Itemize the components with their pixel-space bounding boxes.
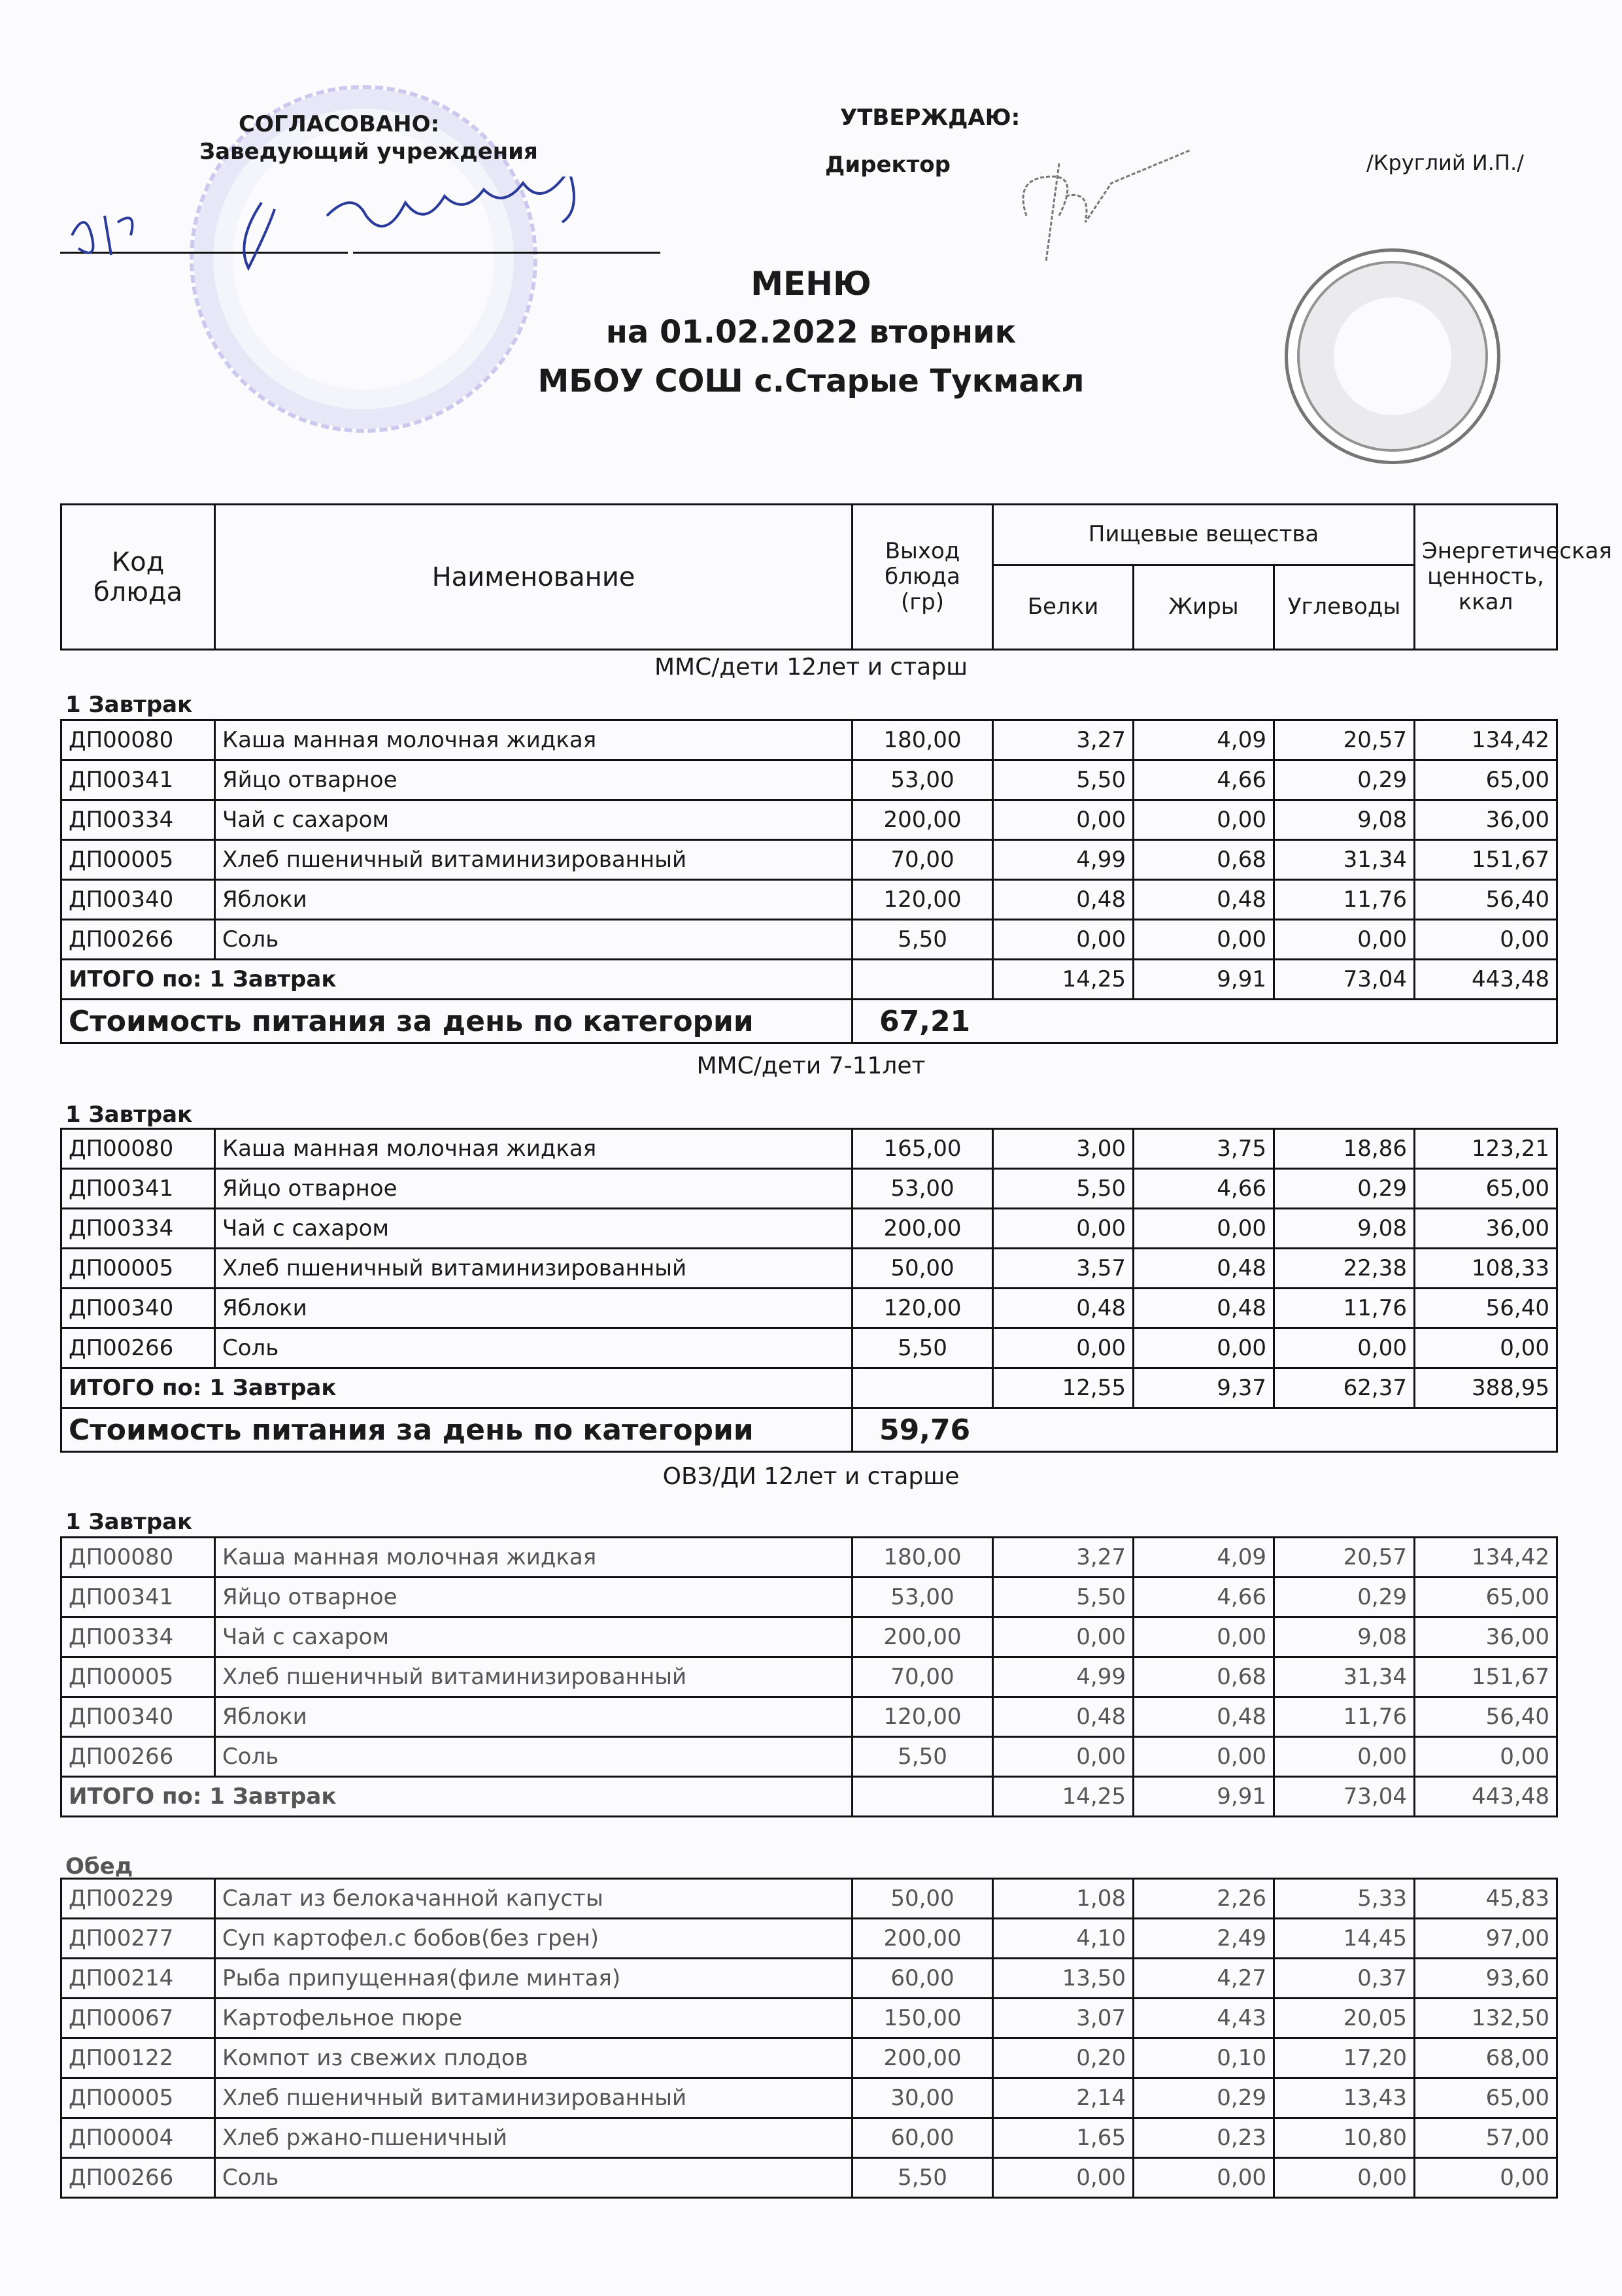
total-row bbox=[61, 1368, 1557, 1408]
table-row bbox=[61, 2158, 1557, 2198]
dish-proteins: 1,65 bbox=[993, 2118, 1134, 2158]
total-row bbox=[61, 960, 1557, 1000]
dish-fats: 0,00 bbox=[1134, 1209, 1274, 1249]
cost-value: 67,21 bbox=[853, 1000, 1557, 1043]
dish-yield: 165,00 bbox=[853, 1129, 993, 1169]
dish-code: ДП00080 bbox=[61, 720, 215, 760]
dish-code: ДП00005 bbox=[61, 2078, 215, 2118]
dish-fats: 2,26 bbox=[1134, 1879, 1274, 1919]
dish-carbs: 11,76 bbox=[1274, 1289, 1415, 1328]
dish-fats: 4,27 bbox=[1134, 1959, 1274, 1999]
dish-proteins: 3,07 bbox=[993, 1999, 1134, 2038]
dish-fats: 0,00 bbox=[1134, 1737, 1274, 1777]
dish-name: Компот из свежих плодов bbox=[215, 2038, 853, 2078]
dish-yield: 60,00 bbox=[853, 1959, 993, 1999]
table-row bbox=[61, 1578, 1557, 1617]
dish-fats: 0,00 bbox=[1134, 920, 1274, 960]
dish-proteins: 1,08 bbox=[993, 1879, 1134, 1919]
table-row bbox=[61, 1919, 1557, 1959]
menu-table-category-1 bbox=[60, 719, 1558, 1044]
dish-fats: 0,23 bbox=[1134, 2118, 1274, 2158]
dish-code: ДП00341 bbox=[61, 760, 215, 800]
table-row bbox=[61, 1737, 1557, 1777]
dish-carbs: 31,34 bbox=[1274, 840, 1415, 880]
dish-fats: 0,48 bbox=[1134, 1697, 1274, 1737]
total-kcal: 388,95 bbox=[1415, 1368, 1557, 1408]
dish-fats: 0,00 bbox=[1134, 1617, 1274, 1657]
dish-kcal: 36,00 bbox=[1415, 800, 1557, 840]
dish-carbs: 18,86 bbox=[1274, 1129, 1415, 1169]
category-title: ММС/дети 7-11лет bbox=[696, 1053, 926, 1079]
dish-carbs: 0,00 bbox=[1274, 1328, 1415, 1368]
header-yield: Выход блюда (гр) bbox=[853, 505, 993, 650]
dish-yield: 150,00 bbox=[853, 1999, 993, 2038]
table-row bbox=[61, 920, 1557, 960]
dish-yield: 200,00 bbox=[853, 1209, 993, 1249]
dish-kcal: 56,40 bbox=[1415, 1289, 1557, 1328]
table-row bbox=[61, 1999, 1557, 2038]
dish-kcal: 97,00 bbox=[1415, 1919, 1557, 1959]
dish-proteins: 3,27 bbox=[993, 720, 1134, 760]
dish-kcal: 0,00 bbox=[1415, 1328, 1557, 1368]
meal-title: 1 Завтрак bbox=[65, 1102, 193, 1128]
table-row bbox=[61, 2118, 1557, 2158]
dish-proteins: 3,27 bbox=[993, 1538, 1134, 1578]
dish-code: ДП00341 bbox=[61, 1169, 215, 1209]
table-row bbox=[61, 1879, 1557, 1919]
cost-label: Стоимость питания за день по категории bbox=[61, 1000, 853, 1043]
dish-yield: 60,00 bbox=[853, 2118, 993, 2158]
dish-kcal: 0,00 bbox=[1415, 2158, 1557, 2198]
dish-fats: 4,43 bbox=[1134, 1999, 1274, 2038]
header-code: Код блюда bbox=[61, 505, 215, 650]
meal-title: 1 Завтрак bbox=[65, 692, 193, 718]
dish-fats: 4,66 bbox=[1134, 1578, 1274, 1617]
dish-name: Каша манная молочная жидкая bbox=[215, 1129, 853, 1169]
dish-carbs: 0,29 bbox=[1274, 1578, 1415, 1617]
dish-fats: 4,09 bbox=[1134, 720, 1274, 760]
director-name: /Круглий И.П./ bbox=[1366, 150, 1524, 175]
dish-carbs: 9,08 bbox=[1274, 1209, 1415, 1249]
dish-carbs: 17,20 bbox=[1274, 2038, 1415, 2078]
dish-name: Соль bbox=[215, 2158, 853, 2198]
dish-name: Яблоки bbox=[215, 1289, 853, 1328]
dish-carbs: 31,34 bbox=[1274, 1657, 1415, 1697]
dish-yield: 50,00 bbox=[853, 1879, 993, 1919]
table-row bbox=[61, 1538, 1557, 1578]
dish-fats: 0,29 bbox=[1134, 2078, 1274, 2118]
dish-kcal: 45,83 bbox=[1415, 1879, 1557, 1919]
total-carbs: 73,04 bbox=[1274, 960, 1415, 1000]
total-kcal: 443,48 bbox=[1415, 1777, 1557, 1817]
total-proteins: 14,25 bbox=[993, 1777, 1134, 1817]
dish-kcal: 56,40 bbox=[1415, 1697, 1557, 1737]
dish-carbs: 11,76 bbox=[1274, 1697, 1415, 1737]
dish-proteins: 0,48 bbox=[993, 1289, 1134, 1328]
dish-code: ДП00340 bbox=[61, 880, 215, 920]
dish-carbs: 11,76 bbox=[1274, 880, 1415, 920]
dish-proteins: 0,00 bbox=[993, 920, 1134, 960]
dish-name: Чай с сахаром bbox=[215, 1209, 853, 1249]
dish-fats: 0,00 bbox=[1134, 1328, 1274, 1368]
table-row bbox=[61, 840, 1557, 880]
dish-name: Хлеб пшеничный витаминизированный bbox=[215, 840, 853, 880]
dish-carbs: 0,00 bbox=[1274, 1737, 1415, 1777]
dish-fats: 3,75 bbox=[1134, 1129, 1274, 1169]
dish-kcal: 36,00 bbox=[1415, 1209, 1557, 1249]
dish-code: ДП00214 bbox=[61, 1959, 215, 1999]
dish-yield: 53,00 bbox=[853, 1169, 993, 1209]
dish-yield: 5,50 bbox=[853, 1737, 993, 1777]
table-row bbox=[61, 800, 1557, 840]
dish-proteins: 0,00 bbox=[993, 800, 1134, 840]
dish-carbs: 0,00 bbox=[1274, 920, 1415, 960]
total-yield bbox=[853, 1368, 993, 1408]
dish-carbs: 20,05 bbox=[1274, 1999, 1415, 2038]
header-carbs: Углеводы bbox=[1274, 566, 1415, 650]
dish-proteins: 4,99 bbox=[993, 840, 1134, 880]
dish-carbs: 10,80 bbox=[1274, 2118, 1415, 2158]
dish-yield: 30,00 bbox=[853, 2078, 993, 2118]
total-fats: 9,37 bbox=[1134, 1368, 1274, 1408]
dish-carbs: 0,37 bbox=[1274, 1959, 1415, 1999]
dish-carbs: 0,29 bbox=[1274, 760, 1415, 800]
dish-name: Яблоки bbox=[215, 1697, 853, 1737]
menu-table-category-2 bbox=[60, 1128, 1558, 1453]
total-row bbox=[61, 1777, 1557, 1817]
table-row bbox=[61, 1169, 1557, 1209]
total-label: ИТОГО по: 1 Завтрак bbox=[61, 1777, 853, 1817]
dish-proteins: 0,00 bbox=[993, 1737, 1134, 1777]
dish-code: ДП00005 bbox=[61, 1657, 215, 1697]
dish-code: ДП00122 bbox=[61, 2038, 215, 2078]
dish-kcal: 68,00 bbox=[1415, 2038, 1557, 2078]
table-row bbox=[61, 1697, 1557, 1737]
dish-fats: 2,49 bbox=[1134, 1919, 1274, 1959]
dish-kcal: 93,60 bbox=[1415, 1959, 1557, 1999]
table-row bbox=[61, 1209, 1557, 1249]
table-row bbox=[61, 1289, 1557, 1328]
dish-carbs: 0,29 bbox=[1274, 1169, 1415, 1209]
table-row bbox=[61, 1617, 1557, 1657]
dish-code: ДП00277 bbox=[61, 1919, 215, 1959]
header-energy: Энергетическая ценность, ккал bbox=[1415, 505, 1557, 650]
table-row bbox=[61, 1657, 1557, 1697]
header-fats: Жиры bbox=[1134, 566, 1274, 650]
dish-name: Соль bbox=[215, 1737, 853, 1777]
dish-yield: 5,50 bbox=[853, 920, 993, 960]
dish-carbs: 14,45 bbox=[1274, 1919, 1415, 1959]
total-yield bbox=[853, 960, 993, 1000]
dish-carbs: 5,33 bbox=[1274, 1879, 1415, 1919]
dish-fats: 0,68 bbox=[1134, 1657, 1274, 1697]
dish-fats: 0,48 bbox=[1134, 1289, 1274, 1328]
dish-yield: 50,00 bbox=[853, 1249, 993, 1289]
dish-yield: 200,00 bbox=[853, 2038, 993, 2078]
dish-kcal: 36,00 bbox=[1415, 1617, 1557, 1657]
dish-code: ДП00266 bbox=[61, 1328, 215, 1368]
dish-carbs: 20,57 bbox=[1274, 1538, 1415, 1578]
dish-kcal: 108,33 bbox=[1415, 1249, 1557, 1289]
dish-name: Яблоки bbox=[215, 880, 853, 920]
dish-code: ДП00266 bbox=[61, 2158, 215, 2198]
total-fats: 9,91 bbox=[1134, 1777, 1274, 1817]
dish-code: ДП00334 bbox=[61, 1617, 215, 1657]
dish-name: Хлеб пшеничный витаминизированный bbox=[215, 1657, 853, 1697]
signature-icon bbox=[65, 177, 719, 275]
total-proteins: 14,25 bbox=[993, 960, 1134, 1000]
dish-yield: 120,00 bbox=[853, 1289, 993, 1328]
dish-fats: 0,68 bbox=[1134, 840, 1274, 880]
menu-title: МЕНЮ bbox=[751, 265, 871, 303]
dish-code: ДП00340 bbox=[61, 1289, 215, 1328]
dish-fats: 4,66 bbox=[1134, 760, 1274, 800]
table-row bbox=[61, 2038, 1557, 2078]
dish-code: ДП00067 bbox=[61, 1999, 215, 2038]
dish-carbs: 0,00 bbox=[1274, 2158, 1415, 2198]
menu-table-category-3-lunch bbox=[60, 1878, 1558, 2199]
dish-fats: 0,48 bbox=[1134, 1249, 1274, 1289]
dish-kcal: 56,40 bbox=[1415, 880, 1557, 920]
dish-name: Каша манная молочная жидкая bbox=[215, 720, 853, 760]
dish-name: Соль bbox=[215, 1328, 853, 1368]
dish-proteins: 0,48 bbox=[993, 1697, 1134, 1737]
dish-fats: 0,00 bbox=[1134, 2158, 1274, 2198]
approve-position: Директор bbox=[825, 152, 951, 178]
dish-name: Суп картофел.с бобов(без грен) bbox=[215, 1919, 853, 1959]
dish-carbs: 9,08 bbox=[1274, 800, 1415, 840]
dish-code: ДП00341 bbox=[61, 1578, 215, 1617]
dish-kcal: 65,00 bbox=[1415, 1578, 1557, 1617]
dish-name: Яйцо отварное bbox=[215, 1578, 853, 1617]
dish-fats: 4,09 bbox=[1134, 1538, 1274, 1578]
dish-fats: 0,48 bbox=[1134, 880, 1274, 920]
dish-yield: 53,00 bbox=[853, 760, 993, 800]
meal-title: Обед bbox=[65, 1853, 133, 1880]
dish-code: ДП00334 bbox=[61, 1209, 215, 1249]
dish-proteins: 0,00 bbox=[993, 1328, 1134, 1368]
meal-title: 1 Завтрак bbox=[65, 1509, 193, 1535]
agreed-label: СОГЛАСОВАНО: bbox=[239, 111, 440, 137]
approve-label: УТВЕРЖДАЮ: bbox=[840, 105, 1021, 131]
dish-proteins: 0,48 bbox=[993, 880, 1134, 920]
dish-code: ДП00340 bbox=[61, 1697, 215, 1737]
dish-carbs: 20,57 bbox=[1274, 720, 1415, 760]
dish-yield: 53,00 bbox=[853, 1578, 993, 1617]
dish-kcal: 123,21 bbox=[1415, 1129, 1557, 1169]
dish-yield: 180,00 bbox=[853, 1538, 993, 1578]
menu-table-category-3-breakfast bbox=[60, 1536, 1558, 1817]
dish-name: Хлеб пшеничный витаминизированный bbox=[215, 2078, 853, 2118]
dish-proteins: 0,00 bbox=[993, 2158, 1134, 2198]
dish-code: ДП00080 bbox=[61, 1538, 215, 1578]
cost-row bbox=[61, 1408, 1557, 1452]
total-carbs: 62,37 bbox=[1274, 1368, 1415, 1408]
cost-row bbox=[61, 1000, 1557, 1043]
dish-proteins: 5,50 bbox=[993, 760, 1134, 800]
dish-kcal: 0,00 bbox=[1415, 1737, 1557, 1777]
dish-proteins: 5,50 bbox=[993, 1169, 1134, 1209]
dish-name: Хлеб ржано-пшеничный bbox=[215, 2118, 853, 2158]
dish-yield: 200,00 bbox=[853, 1919, 993, 1959]
dish-fats: 0,10 bbox=[1134, 2038, 1274, 2078]
dish-code: ДП00334 bbox=[61, 800, 215, 840]
total-proteins: 12,55 bbox=[993, 1368, 1134, 1408]
header-proteins: Белки bbox=[993, 566, 1134, 650]
dish-kcal: 134,42 bbox=[1415, 720, 1557, 760]
cost-value: 59,76 bbox=[853, 1408, 1557, 1452]
dish-carbs: 9,08 bbox=[1274, 1617, 1415, 1657]
dish-proteins: 3,00 bbox=[993, 1129, 1134, 1169]
dish-yield: 180,00 bbox=[853, 720, 993, 760]
cost-label: Стоимость питания за день по категории bbox=[61, 1408, 853, 1452]
total-kcal: 443,48 bbox=[1415, 960, 1557, 1000]
dish-code: ДП00266 bbox=[61, 920, 215, 960]
director-signature-icon bbox=[1000, 137, 1196, 268]
menu-date: на 01.02.2022 вторник bbox=[605, 314, 1017, 350]
dish-proteins: 5,50 bbox=[993, 1578, 1134, 1617]
dish-kcal: 134,42 bbox=[1415, 1538, 1557, 1578]
dish-name: Салат из белокачанной капусты bbox=[215, 1879, 853, 1919]
dish-yield: 70,00 bbox=[853, 1657, 993, 1697]
dish-code: ДП00004 bbox=[61, 2118, 215, 2158]
dish-kcal: 65,00 bbox=[1415, 760, 1557, 800]
table-row bbox=[61, 1959, 1557, 1999]
table-row bbox=[61, 1328, 1557, 1368]
dish-name: Каша манная молочная жидкая bbox=[215, 1538, 853, 1578]
dish-code: ДП00080 bbox=[61, 1129, 215, 1169]
dish-kcal: 0,00 bbox=[1415, 920, 1557, 960]
dish-code: ДП00229 bbox=[61, 1879, 215, 1919]
dish-name: Чай с сахаром bbox=[215, 800, 853, 840]
dish-yield: 200,00 bbox=[853, 800, 993, 840]
category-title: ММС/дети 12лет и старш bbox=[654, 654, 968, 681]
dish-fats: 4,66 bbox=[1134, 1169, 1274, 1209]
menu-table-header bbox=[60, 503, 1612, 650]
dish-proteins: 2,14 bbox=[993, 2078, 1134, 2118]
table-row bbox=[61, 880, 1557, 920]
dish-proteins: 4,99 bbox=[993, 1657, 1134, 1697]
dish-code: ДП00005 bbox=[61, 1249, 215, 1289]
header-nutrients: Пищевые вещества bbox=[993, 505, 1415, 566]
dish-name: Соль bbox=[215, 920, 853, 960]
dish-yield: 5,50 bbox=[853, 1328, 993, 1368]
dish-code: ДП00005 bbox=[61, 840, 215, 880]
dish-name: Яйцо отварное bbox=[215, 760, 853, 800]
dish-proteins: 13,50 bbox=[993, 1959, 1134, 1999]
dish-yield: 5,50 bbox=[853, 2158, 993, 2198]
dish-kcal: 151,67 bbox=[1415, 840, 1557, 880]
dish-kcal: 57,00 bbox=[1415, 2118, 1557, 2158]
agreed-position: Заведующий учреждения bbox=[199, 139, 538, 165]
dish-proteins: 0,20 bbox=[993, 2038, 1134, 2078]
dish-yield: 120,00 bbox=[853, 880, 993, 920]
dish-yield: 200,00 bbox=[853, 1617, 993, 1657]
dish-fats: 0,00 bbox=[1134, 800, 1274, 840]
total-yield bbox=[853, 1777, 993, 1817]
dish-carbs: 22,38 bbox=[1274, 1249, 1415, 1289]
dish-name: Яйцо отварное bbox=[215, 1169, 853, 1209]
dish-carbs: 13,43 bbox=[1274, 2078, 1415, 2118]
dish-name: Чай с сахаром bbox=[215, 1617, 853, 1657]
table-row bbox=[61, 720, 1557, 760]
dish-proteins: 4,10 bbox=[993, 1919, 1134, 1959]
table-row bbox=[61, 1249, 1557, 1289]
total-label: ИТОГО по: 1 Завтрак bbox=[61, 1368, 853, 1408]
category-title: ОВЗ/ДИ 12лет и старше bbox=[662, 1463, 960, 1490]
table-row bbox=[61, 1129, 1557, 1169]
dish-kcal: 151,67 bbox=[1415, 1657, 1557, 1697]
dish-yield: 70,00 bbox=[853, 840, 993, 880]
dish-name: Картофельное пюре bbox=[215, 1999, 853, 2038]
total-label: ИТОГО по: 1 Завтрак bbox=[61, 960, 853, 1000]
dish-proteins: 0,00 bbox=[993, 1209, 1134, 1249]
dish-kcal: 132,50 bbox=[1415, 1999, 1557, 2038]
total-fats: 9,91 bbox=[1134, 960, 1274, 1000]
school-name: МБОУ СОШ с.Старые Тукмакл bbox=[537, 363, 1085, 399]
dish-kcal: 65,00 bbox=[1415, 1169, 1557, 1209]
dish-kcal: 65,00 bbox=[1415, 2078, 1557, 2118]
total-carbs: 73,04 bbox=[1274, 1777, 1415, 1817]
dish-code: ДП00266 bbox=[61, 1737, 215, 1777]
dish-proteins: 3,57 bbox=[993, 1249, 1134, 1289]
dish-proteins: 0,00 bbox=[993, 1617, 1134, 1657]
dish-name: Рыба припущенная(филе минтая) bbox=[215, 1959, 853, 1999]
header-name: Наименование bbox=[215, 505, 853, 650]
dish-name: Хлеб пшеничный витаминизированный bbox=[215, 1249, 853, 1289]
dish-yield: 120,00 bbox=[853, 1697, 993, 1737]
table-row bbox=[61, 760, 1557, 800]
table-row bbox=[61, 2078, 1557, 2118]
